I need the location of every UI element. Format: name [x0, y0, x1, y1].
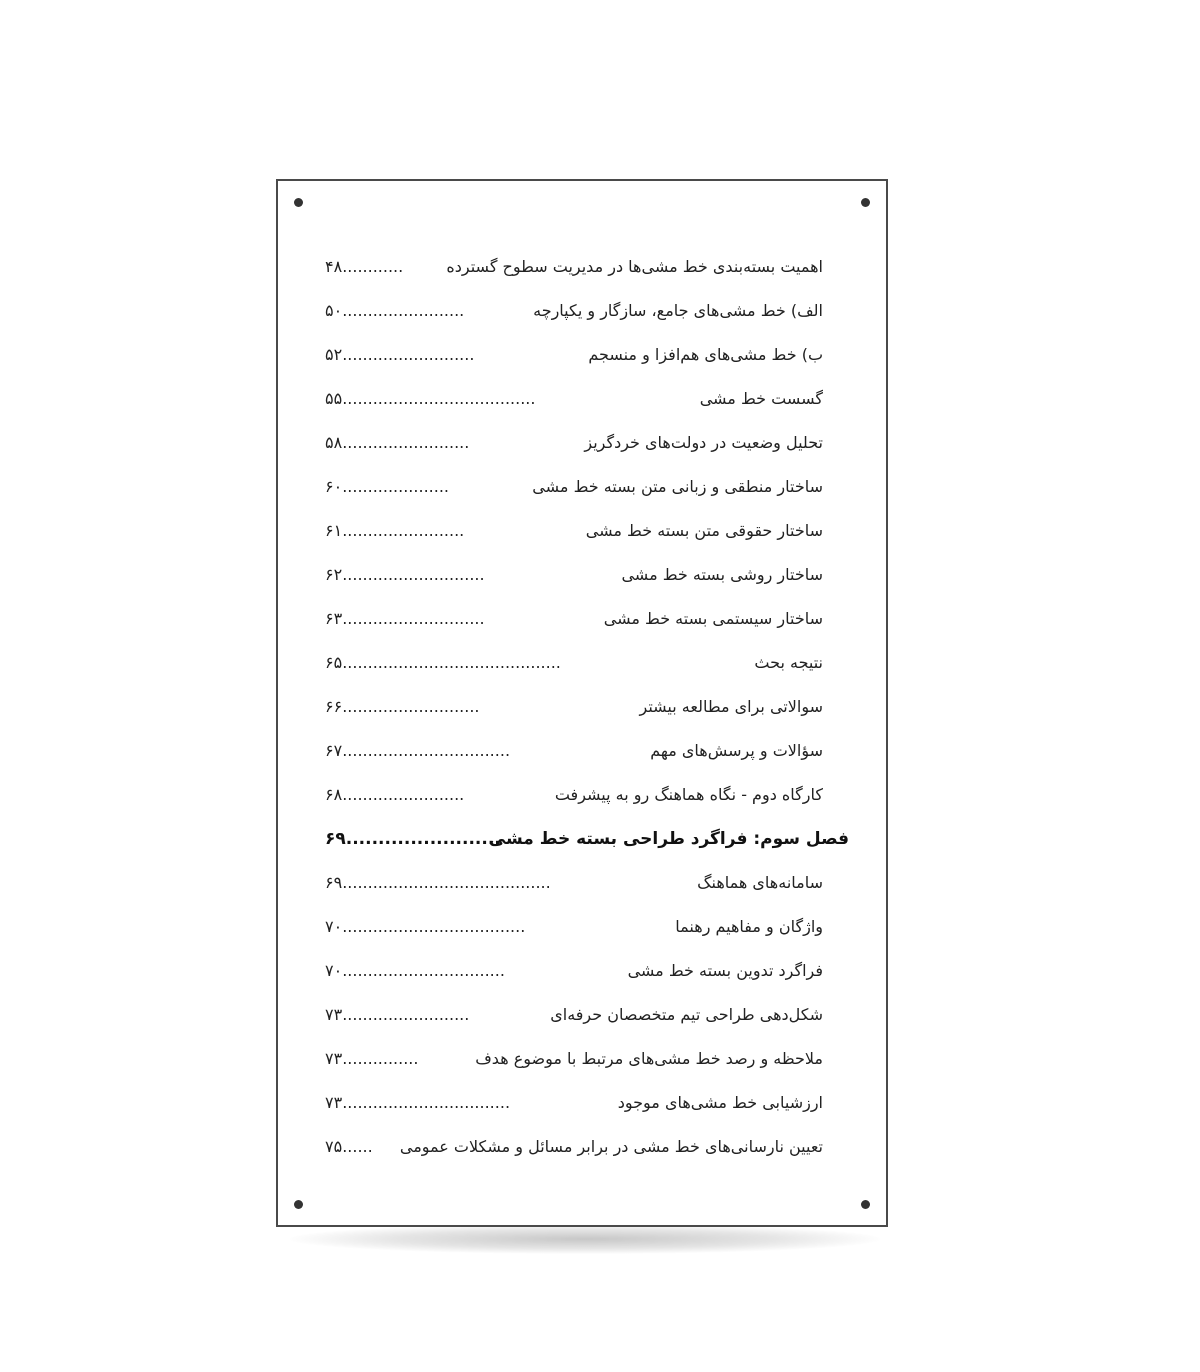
- toc-entry-page: ........................۶۱: [325, 521, 465, 540]
- toc-entry: [325, 289, 823, 333]
- corner-dot-icon: [861, 1200, 870, 1209]
- toc-entry-title: کارگاه دوم - نگاه هماهنگ رو به پیشرفت: [554, 785, 823, 804]
- toc-entry-title: فراگرد تدوین بسته خط مشی: [627, 961, 823, 980]
- toc-entry: [325, 1037, 823, 1081]
- toc-entry: [325, 245, 823, 289]
- page-shadow: [290, 1224, 880, 1254]
- toc-entry-title: اهمیت بسته‌بندی خط مشی‌ها در مدیریت سطوح گسترده: [446, 257, 823, 276]
- toc-entry-page: .........................۷۳: [325, 1005, 470, 1024]
- toc-entry-title: واژگان و مفاهیم رهنما: [675, 917, 823, 936]
- toc-entry: [325, 905, 823, 949]
- toc-entry-page: ..........................۵۲: [325, 345, 475, 364]
- table-of-contents: [325, 245, 849, 1169]
- toc-entry-title: ارزشیابی خط مشی‌های موجود: [617, 1093, 823, 1112]
- toc-entry: [325, 773, 823, 817]
- toc-entry: [325, 465, 823, 509]
- toc-entry: [325, 729, 823, 773]
- toc-entry-page: ............................۶۲: [325, 565, 485, 584]
- toc-entry-title: شکل‌دهی طراحی تیم متخصصان حرفه‌ای: [550, 1005, 823, 1024]
- toc-entry-title: تحلیل وضعیت در دولت‌های خردگریز: [584, 433, 823, 452]
- toc-entry-page: ........................۶۸: [325, 785, 465, 804]
- toc-entry-page: ........................۶۹: [325, 829, 501, 849]
- toc-entry: [325, 993, 823, 1037]
- toc-entry-page: .........................۵۸: [325, 433, 470, 452]
- corner-dot-icon: [861, 198, 870, 207]
- toc-entry-page: ......................................۵۵: [325, 389, 536, 408]
- toc-entry-page: ...........................................۶۵: [325, 653, 561, 672]
- corner-dot-icon: [294, 198, 303, 207]
- toc-entry-title: سوالاتی برای مطالعه بیشتر: [639, 697, 823, 716]
- toc-entry-page: ...........................۶۶: [325, 697, 480, 716]
- toc-entry-title: تعیین نارسانی‌های خط مشی در برابر مسائل و مشکلات عمومی: [399, 1137, 823, 1156]
- toc-entry-page: ......۷۵: [325, 1137, 373, 1156]
- toc-entry-title: الف) خط مشی‌های جامع، سازگار و یکپارچه: [533, 301, 823, 320]
- toc-entry: [325, 597, 823, 641]
- toc-entry: [325, 509, 823, 553]
- toc-entry-page: .................................۷۳: [325, 1093, 511, 1112]
- toc-entry-title: ساختار منطقی و زبانی متن بسته خط مشی: [532, 477, 823, 496]
- toc-entry: [325, 377, 823, 421]
- toc-entry-title: گسست خط مشی: [699, 389, 823, 408]
- toc-entry-page: ............................۶۳: [325, 609, 485, 628]
- toc-entry: [325, 685, 823, 729]
- toc-entry-page: .................................۶۷: [325, 741, 511, 760]
- toc-entry-title: ساختار حقوقی متن بسته خط مشی: [585, 521, 823, 540]
- toc-entry-title: ساختار روشی بسته خط مشی: [621, 565, 823, 584]
- corner-dot-icon: [294, 1200, 303, 1209]
- toc-entry: [325, 949, 823, 993]
- toc-page-card: [276, 179, 888, 1227]
- toc-entry-page: ............۴۸: [325, 257, 404, 276]
- toc-entry: [325, 1125, 823, 1169]
- toc-entry-page: .........................................۶۹: [325, 873, 551, 892]
- toc-entry-title: سامانه‌های هماهنگ: [697, 873, 823, 892]
- toc-entry: [325, 553, 823, 597]
- toc-entry-page: ...............۷۳: [325, 1049, 419, 1068]
- toc-entry: [325, 1081, 823, 1125]
- toc-chapter-heading: [325, 817, 849, 861]
- toc-entry: [325, 861, 823, 905]
- toc-entry-title: سؤالات و پرسش‌های مهم: [650, 741, 823, 760]
- toc-entry-page: ................................۷۰: [325, 961, 505, 980]
- toc-entry-title: فصل سوم: فراگرد طراحی بسته خط مشی: [488, 829, 849, 849]
- toc-entry-title: ب) خط مشی‌های هم‌افزا و منسجم: [588, 345, 823, 364]
- toc-entry-page: ........................۵۰: [325, 301, 465, 320]
- toc-entry-title: ساختار سیستمی بسته خط مشی: [603, 609, 823, 628]
- toc-entry-title: نتیجه بحث: [754, 653, 823, 672]
- toc-entry-page: ....................................۷۰: [325, 917, 526, 936]
- toc-entry-title: ملاحظه و رصد خط مشی‌های مرتبط با موضوع هدف: [475, 1049, 823, 1068]
- toc-entry: [325, 641, 823, 685]
- toc-entry: [325, 333, 823, 377]
- toc-entry: [325, 421, 823, 465]
- toc-entry-page: .....................۶۰: [325, 477, 449, 496]
